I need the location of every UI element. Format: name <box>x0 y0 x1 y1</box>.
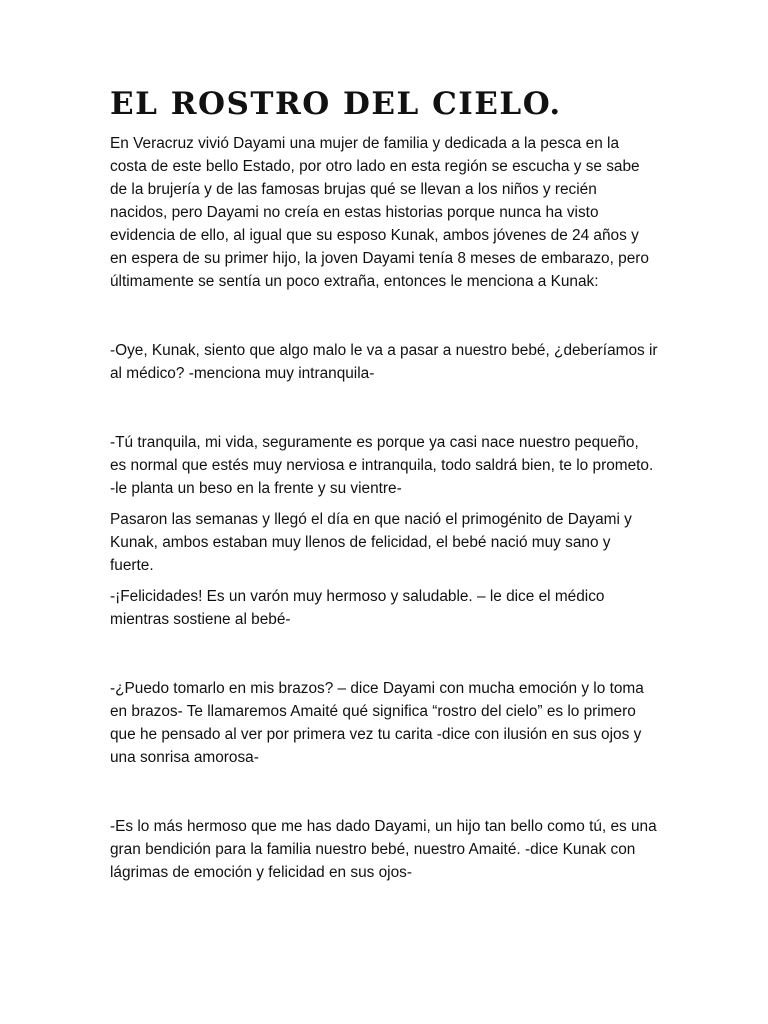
paragraph-dialogue-kunak-reassure: -Tú tranquila, mi vida, seguramente es porque ya casi nace nuestro pequeño, es normal que estés muy nerviosa e intranquila, todo saldrá bien, te lo prometo. -le planta un beso en la frente y su vientre- <box>110 434 654 497</box>
document-title: EL ROSTRO DEL CIELO. <box>110 86 562 122</box>
paragraph-birth: Pasaron las semanas y llegó el día en que nació el primogénito de Dayami y Kunak, ambos estaban muy llenos de felicidad, el bebé nació muy sano y fuerte. <box>110 511 632 574</box>
paragraph-dialogue-dayami-worry: -Oye, Kunak, siento que algo malo le va a pasar a nuestro bebé, ¿deberíamos ir al médico? -menciona muy intranquila- <box>110 342 658 382</box>
paragraph-dialogue-kunak-closing: -Es lo más hermoso que me has dado Dayami, un hijo tan bello como tú, es una gran bendición para la familia nuestro bebé, nuestro Amaité. -dice Kunak con lágrimas de emoción y felicidad en sus ojos- <box>110 818 657 881</box>
document-body <box>110 132 658 884</box>
paragraph-dialogue-dayami-naming: -¿Puedo tomarlo en mis brazos? – dice Dayami con mucha emoción y lo toma en brazos- Te llamaremos Amaité qué significa “rostro del cielo” es lo primero que he pensado al ver por primera vez tu carita -dice con ilusión en sus ojos y una sonrisa amorosa- <box>110 680 644 766</box>
paragraph-intro: En Veracruz vivió Dayami una mujer de familia y dedicada a la pesca en la costa de este bello Estado, por otro lado en esta región se escucha y se sabe de la brujería y de las famosas brujas qué se llevan a los niños y recién nacidos, pero Dayami no creía en estas historias porque nunca ha visto evidencia de ello, al igual que su esposo Kunak, ambos jóvenes de 24 años y en espera de su primer hijo, la joven Dayami tenía 8 meses de embarazo, pero últimamente se sentía un poco extraña, entonces le menciona a Kunak: <box>110 135 649 290</box>
paragraph-dialogue-doctor: -¡Felicidades! Es un varón muy hermoso y saludable. – le dice el médico mientras sostiene al bebé- <box>110 588 605 628</box>
